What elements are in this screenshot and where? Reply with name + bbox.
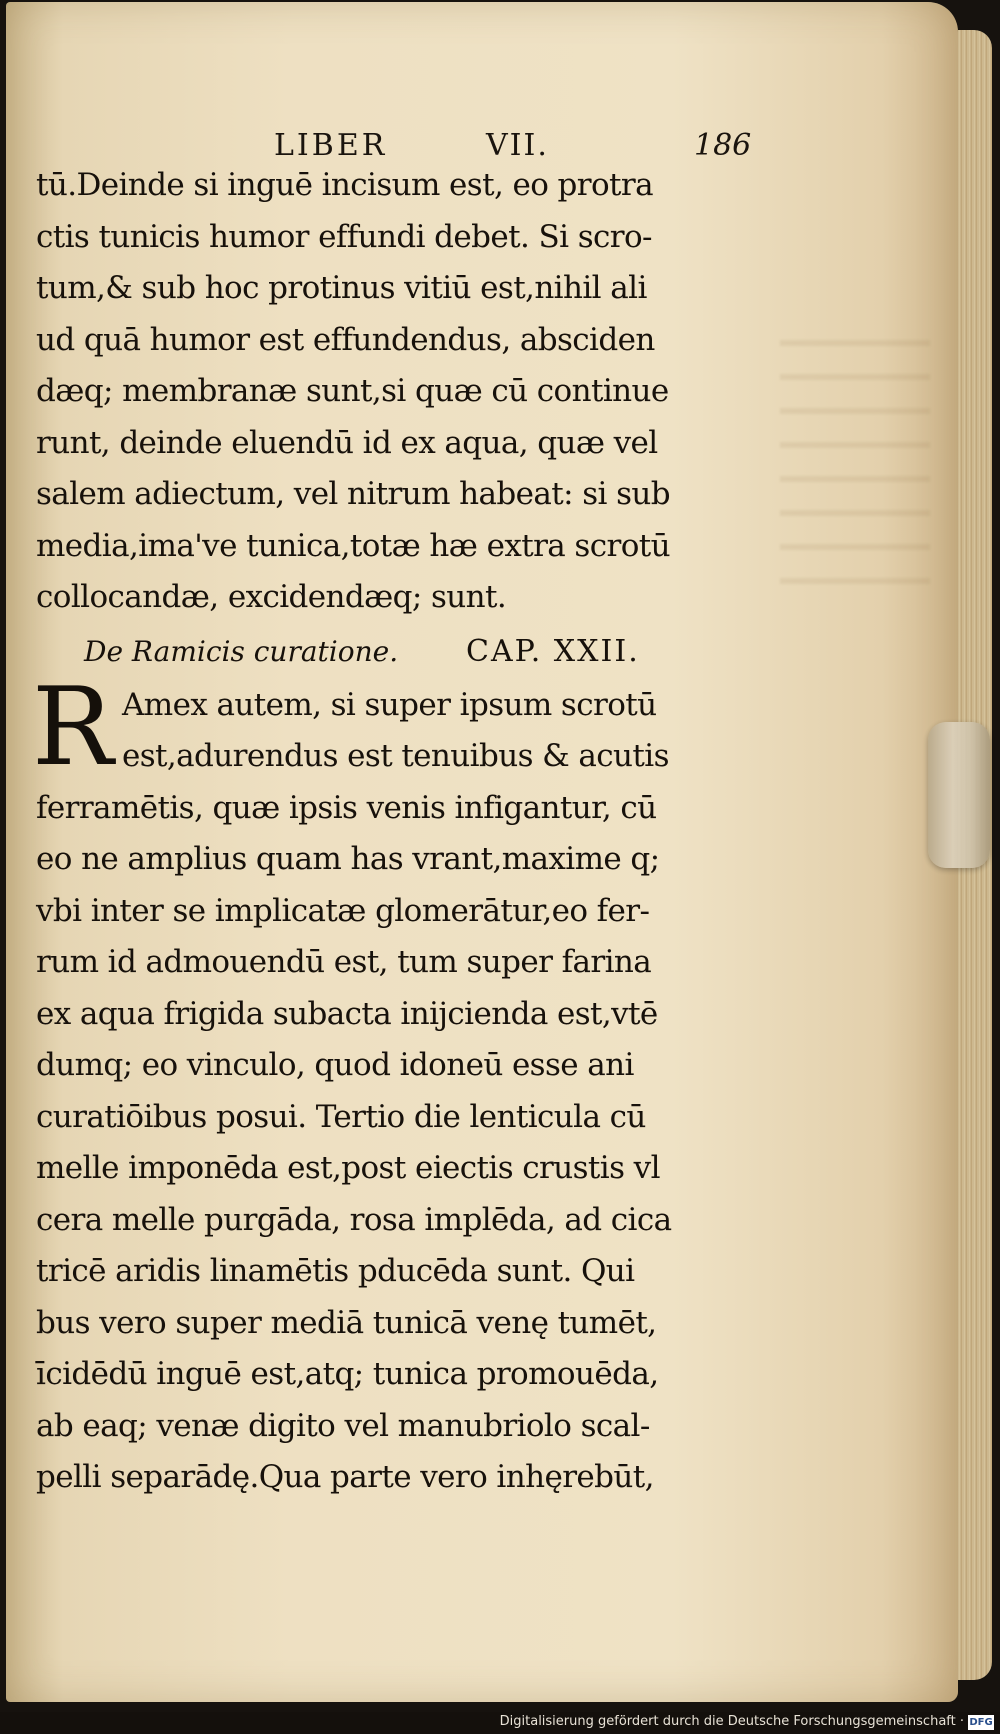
text-line: est,adurendus est tenuibus & acutis <box>122 738 669 774</box>
text-line: ctis tunicis humor effundi debet. Si scro- <box>36 218 652 255</box>
running-title: LIBER <box>274 128 388 163</box>
text-line: runt, deinde eluendū id ex aqua, quæ vel <box>36 424 658 461</box>
chapter-body <box>32 664 754 1504</box>
text-line: ferramētis, quæ ipsis venis infigantur, cū <box>36 789 657 826</box>
footer-bar <box>0 1712 1000 1734</box>
chapter-title: De Ramicis curatione. <box>84 634 399 668</box>
text-line: curatiōibus posui. Tertio die lenticula cū <box>36 1098 646 1135</box>
chapter-heading <box>36 624 754 680</box>
text-line: ex aqua frigida subacta inijcienda est,vtē <box>36 995 658 1032</box>
text-line: vbi inter se implicatæ glomerātur,eo fer- <box>36 892 650 929</box>
page-header <box>0 128 1000 162</box>
text-line: dumq; eo vinculo, quod idoneū esse ani <box>36 1047 634 1083</box>
folio-number: 186 <box>694 128 752 163</box>
text-line: tricē aridis linamētis pducēda sunt. Qui <box>36 1253 635 1289</box>
text-line: ab eaq; venæ digito vel manubriolo scal- <box>36 1407 650 1444</box>
text-line: melle imponēda est,post eiectis crustis vl <box>36 1150 660 1186</box>
drop-cap: R <box>32 664 114 790</box>
dfg-logo-icon: DFG <box>969 1717 993 1728</box>
text-line: Amex autem, si super ipsum scrotū <box>122 686 657 723</box>
text-line: bus vero super mediā tunicā venę tumēt, <box>36 1304 657 1341</box>
text-line: media,ima've tunica,totæ hæ extra scrotū <box>36 527 671 564</box>
text-line: ud quā humor est effundendus, absciden <box>36 321 655 358</box>
book-number: VII. <box>486 128 549 163</box>
chapter-number: CAP. XXII. <box>466 633 640 669</box>
page-clip <box>928 722 990 868</box>
show-through-text <box>780 340 930 600</box>
text-line: salem adiectum, vel nitrum habeat: si sub <box>36 476 671 512</box>
text-line: pelli separādę.Qua parte vero inhęrebūt, <box>36 1459 654 1495</box>
text-line: tum,& sub hoc protinus vitiū est,nihil ali <box>36 270 647 306</box>
text-line: rum id admouendū est, tum super farina <box>36 944 652 980</box>
text-line: tū.Deinde si inguē incisum est, eo protra <box>36 167 654 203</box>
text-line: cera melle purgāda, rosa implēda, ad cica <box>36 1201 672 1238</box>
text-line: collocandæ, excidendæq; sunt. <box>36 579 507 615</box>
text-line: eo ne amplius quam has vrant,maxime q; <box>36 841 660 877</box>
text-line: īcidēdū inguē est,atq; tunica promouēda, <box>36 1356 659 1392</box>
text-line: dæq; membranæ sunt,si quæ cū continue <box>36 373 669 409</box>
digitization-credit: Digitalisierung gefördert durch die Deutsche Forschungsgemeinschaft · <box>499 1714 964 1729</box>
text-block <box>32 160 754 1504</box>
